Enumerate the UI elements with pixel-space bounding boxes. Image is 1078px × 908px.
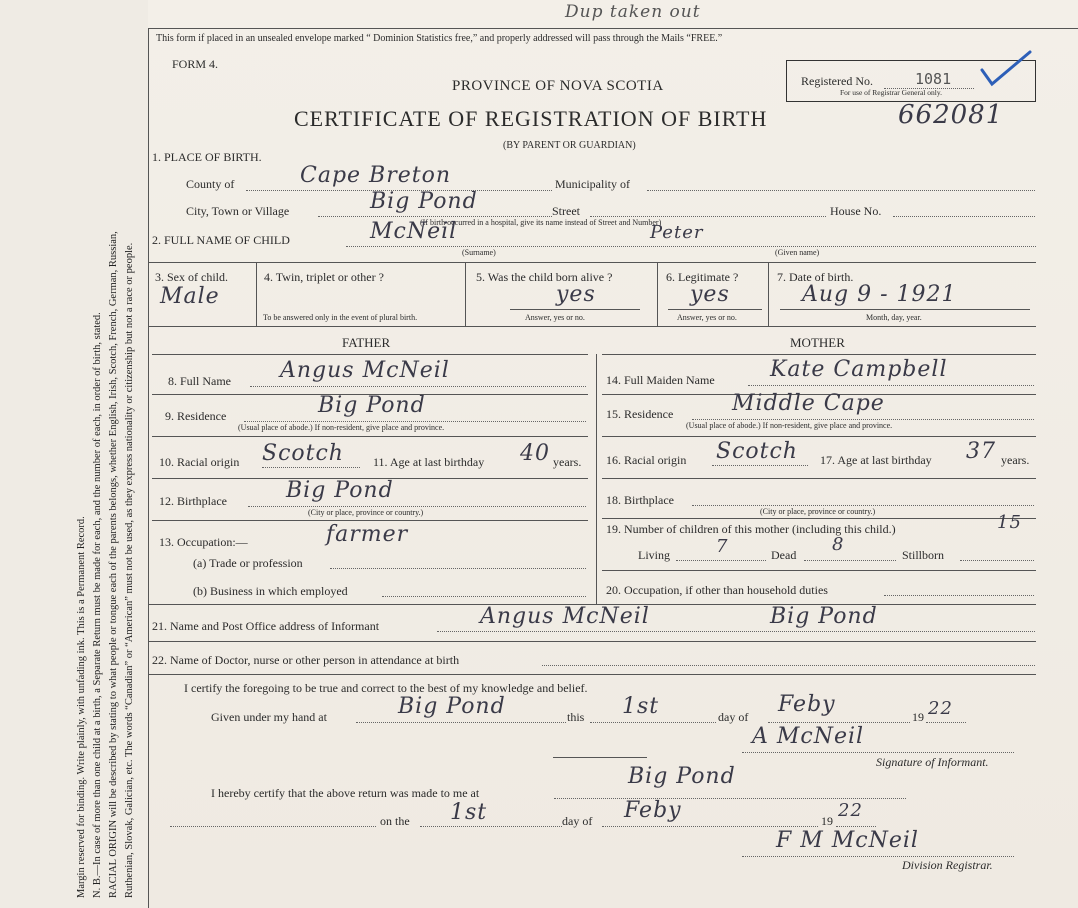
mother-racial-value: Scotch [716, 439, 798, 464]
title-number: 662081 [898, 100, 1004, 130]
registrar-month-line [602, 826, 818, 827]
mother-birthplace-note: (City or place, province or country.) [760, 507, 876, 516]
father-business-label: (b) Business in which employed [193, 584, 348, 598]
mother-rule-1 [602, 354, 1036, 355]
margin-note-4: Ruthenian, Slovak, Galician, etc. The words “Canadian” or “American” must not be used, as they express nationality or citizenship but not a race or people. [124, 242, 135, 898]
street-line [590, 216, 826, 217]
date-label: 7. Date of birth. [777, 270, 854, 284]
alive-note: Answer, yes or no. [525, 313, 585, 322]
mother-age-label: 17. Age at last birthday [820, 453, 932, 467]
informant-signature: A McNeil [752, 724, 865, 749]
registrar-caption: Division Registrar. [902, 858, 993, 872]
father-age-value: 40 [520, 441, 550, 466]
registrar-year-line [836, 826, 876, 827]
registrar-place-line [554, 798, 906, 799]
on-the-value: 1st [450, 800, 488, 825]
margin-note-3: RACIAL ORIGIN will be described by stating to what people or tongue each of the parents belongs, whether English, Irish, Scotch, French, German, Russian, [108, 231, 119, 898]
registrar-place-value: Big Pond [628, 764, 736, 789]
father-trade-label: (a) Trade or profession [193, 556, 303, 570]
margin-rule [148, 28, 149, 908]
county-label: County of [186, 177, 235, 191]
father-name-value: Angus McNeil [280, 358, 450, 383]
father-res-label: 9. Residence [165, 409, 227, 423]
doctor-line [542, 665, 1035, 666]
alive-value: yes [556, 282, 596, 307]
row3-div2 [465, 262, 466, 326]
father-res-value: Big Pond [318, 393, 426, 418]
house-label: House No. [830, 204, 882, 218]
mother-children-label: 19. Number of children of this mother (including this child.) [606, 522, 896, 536]
mother-rule-6 [602, 570, 1036, 571]
informant-address-value: Big Pond [770, 604, 878, 629]
mother-rule-4 [602, 478, 1036, 479]
registrar-year-value: 22 [838, 800, 863, 821]
father-racial-line [262, 467, 360, 468]
living-line [676, 560, 766, 561]
street-label: Street [552, 204, 580, 218]
child-name-label: 2. FULL NAME OF CHILD [152, 233, 290, 247]
mother-rule-5 [602, 518, 1036, 519]
date-note: Month, day, year. [866, 313, 922, 322]
legit-label: 6. Legitimate ? [666, 270, 739, 284]
mother-name-label: 14. Full Maiden Name [606, 373, 715, 387]
twin-label: 4. Twin, triplet or other ? [264, 270, 384, 284]
dead-value: 8 [832, 534, 845, 555]
house-line [893, 216, 1035, 217]
registered-number: 1081 [915, 70, 952, 88]
mother-rule-3 [602, 436, 1036, 437]
municipality-label: Municipality of [555, 177, 630, 191]
hospital-note: (If birth occurred in a hospital, give its name instead of Street and Number) [420, 218, 662, 227]
father-business-line [382, 596, 586, 597]
father-rule-3 [152, 436, 588, 437]
stillborn-label: Stillborn [902, 548, 945, 562]
registrar-day-of-label: day of [562, 814, 593, 828]
father-birthplace-value: Big Pond [286, 478, 394, 503]
municipality-line [647, 190, 1035, 191]
certify-year-prefix: 19 [912, 710, 924, 724]
mother-res-note: (Usual place of abode.) If non-resident, give place and province. [686, 421, 893, 430]
top-rule [148, 28, 1078, 29]
mother-birthplace-label: 18. Birthplace [606, 493, 674, 507]
certify-day-of-label: day of [718, 710, 749, 724]
certify-year-value: 22 [928, 698, 953, 719]
father-name-label: 8. Full Name [168, 374, 231, 388]
given-place-line [356, 722, 566, 723]
date-value: Aug 9 - 1921 [802, 282, 957, 307]
legit-line [668, 309, 762, 310]
on-the-line [420, 826, 562, 827]
margin-note-2: N. B.—In case of more than one child at a birth, a Separate Return must be made for each, and the number of each, in order of birth, stated. [92, 312, 103, 898]
alive-line [510, 309, 640, 310]
certify-month-value: Feby [778, 692, 836, 717]
county-value: Cape Breton [300, 163, 452, 188]
father-birthplace-label: 12. Birthplace [159, 494, 227, 508]
certify-year-line [926, 722, 966, 723]
given-caption: (Given name) [775, 248, 820, 257]
surname-caption: (Surname) [462, 248, 496, 257]
registered-label: Registered No. [801, 74, 873, 88]
sex-value: Male [160, 284, 220, 309]
this-value: 1st [622, 694, 660, 719]
informant-label: 21. Name and Post Office address of Informant [152, 619, 380, 633]
registrar-year-prefix: 19 [821, 814, 833, 828]
parents-divider [596, 354, 597, 604]
mother-age-value: 37 [966, 439, 996, 464]
registered-note: For use of Registrar General only. [840, 88, 942, 97]
child-surname-value: McNeil [370, 219, 458, 244]
doctor-rule [148, 674, 1036, 675]
alive-label: 5. Was the child born alive ? [476, 270, 613, 284]
father-res-line [244, 421, 586, 422]
informant-signature-caption: Signature of Informant. [876, 755, 989, 769]
given-under-label: Given under my hand at [211, 710, 327, 724]
registrar-month-value: Feby [624, 798, 682, 823]
doctor-label: 22. Name of Doctor, nurse or other person in attendance at birth [152, 653, 460, 667]
registrar-text: I hereby certify that the above return was made to me at [211, 786, 480, 800]
check-mark-icon [978, 48, 1034, 88]
twin-note: To be answered only in the event of plural birth. [263, 313, 418, 322]
father-rule-1 [152, 354, 588, 355]
city-label: City, Town or Village [186, 204, 290, 218]
mother-racial-label: 16. Racial origin [606, 453, 687, 467]
informant-rule [148, 641, 1036, 642]
mother-occupation-line [884, 595, 1034, 596]
living-label: Living [638, 548, 670, 562]
mother-children-value: 15 [997, 512, 1022, 533]
certificate-subtitle: (BY PARENT OR GUARDIAN) [503, 140, 636, 151]
mailing-note: This form if placed in an unsealed envelope marked “ Dominion Statistics free,” and properly addressed will pass through the Mails “FREE.” [156, 33, 723, 44]
province-heading: PROVINCE OF NOVA SCOTIA [452, 78, 664, 94]
place-heading: 1. PLACE OF BIRTH. [152, 150, 262, 164]
given-place-value: Big Pond [398, 694, 506, 719]
row3-top-rule [148, 262, 1036, 263]
father-occupation-value: farmer [326, 522, 409, 547]
legit-value: yes [690, 282, 730, 307]
child-given-value: Peter [650, 222, 704, 243]
father-racial-value: Scotch [262, 441, 344, 466]
dead-line [804, 560, 896, 561]
date-line [780, 309, 1030, 310]
registrar-signature-line [742, 856, 1014, 857]
mother-name-line [748, 385, 1034, 386]
certify-short-rule [553, 757, 647, 758]
row3-bottom-rule [148, 326, 1036, 327]
row3-div1 [256, 262, 257, 326]
on-the-label: on the [380, 814, 410, 828]
certify-text: I certify the foregoing to be true and correct to the best of my knowledge and belief. [184, 681, 588, 695]
father-name-line [250, 386, 586, 387]
this-label: this [567, 710, 585, 724]
mother-occupation-label: 20. Occupation, if other than household duties [606, 583, 828, 597]
stillborn-line [960, 560, 1034, 561]
father-years: years. [553, 455, 582, 469]
informant-signature-line [742, 752, 1014, 753]
father-age-label: 11. Age at last birthday [373, 455, 485, 469]
city-line [318, 216, 552, 217]
registrar-signature: F M McNeil [776, 828, 919, 853]
top-scrawl: Dup taken out [565, 2, 701, 22]
living-value: 7 [716, 536, 729, 557]
this-line [590, 722, 716, 723]
row3-div4 [768, 262, 769, 326]
mother-res-value: Middle Cape [732, 391, 885, 416]
informant-line [437, 631, 1035, 632]
row3-div3 [657, 262, 658, 326]
mother-res-line [692, 419, 1034, 420]
mother-birthplace-line [692, 505, 1034, 506]
mother-name-value: Kate Campbell [770, 357, 948, 382]
father-occupation-label: 13. Occupation:— [159, 535, 248, 549]
certify-month-line [768, 722, 910, 723]
child-name-line [346, 246, 1036, 247]
margin-note-1: Margin reserved for binding. Write plainly, with unfading ink. This is a Permanent Record. [76, 516, 87, 898]
father-heading: FATHER [342, 335, 391, 350]
mother-racial-line [712, 465, 808, 466]
father-rule-5 [152, 520, 588, 521]
sex-label: 3. Sex of child. [155, 270, 228, 284]
city-value: Big Pond [370, 189, 478, 214]
father-birthplace-note: (City or place, province or country.) [308, 508, 424, 517]
registrar-lead-line [170, 826, 376, 827]
father-birthplace-line [248, 506, 586, 507]
mother-years: years. [1001, 453, 1030, 467]
mother-res-label: 15. Residence [606, 407, 674, 421]
legit-note: Answer, yes or no. [677, 313, 737, 322]
certificate-title: CERTIFICATE OF REGISTRATION OF BIRTH [294, 106, 768, 131]
father-trade-line [330, 568, 586, 569]
dead-label: Dead [771, 548, 797, 562]
informant-name-value: Angus McNeil [480, 604, 650, 629]
father-racial-label: 10. Racial origin [159, 455, 240, 469]
father-res-note: (Usual place of abode.) If non-resident, give place and province. [238, 423, 445, 432]
mother-heading: MOTHER [790, 335, 845, 350]
form-number: FORM 4. [172, 57, 219, 71]
